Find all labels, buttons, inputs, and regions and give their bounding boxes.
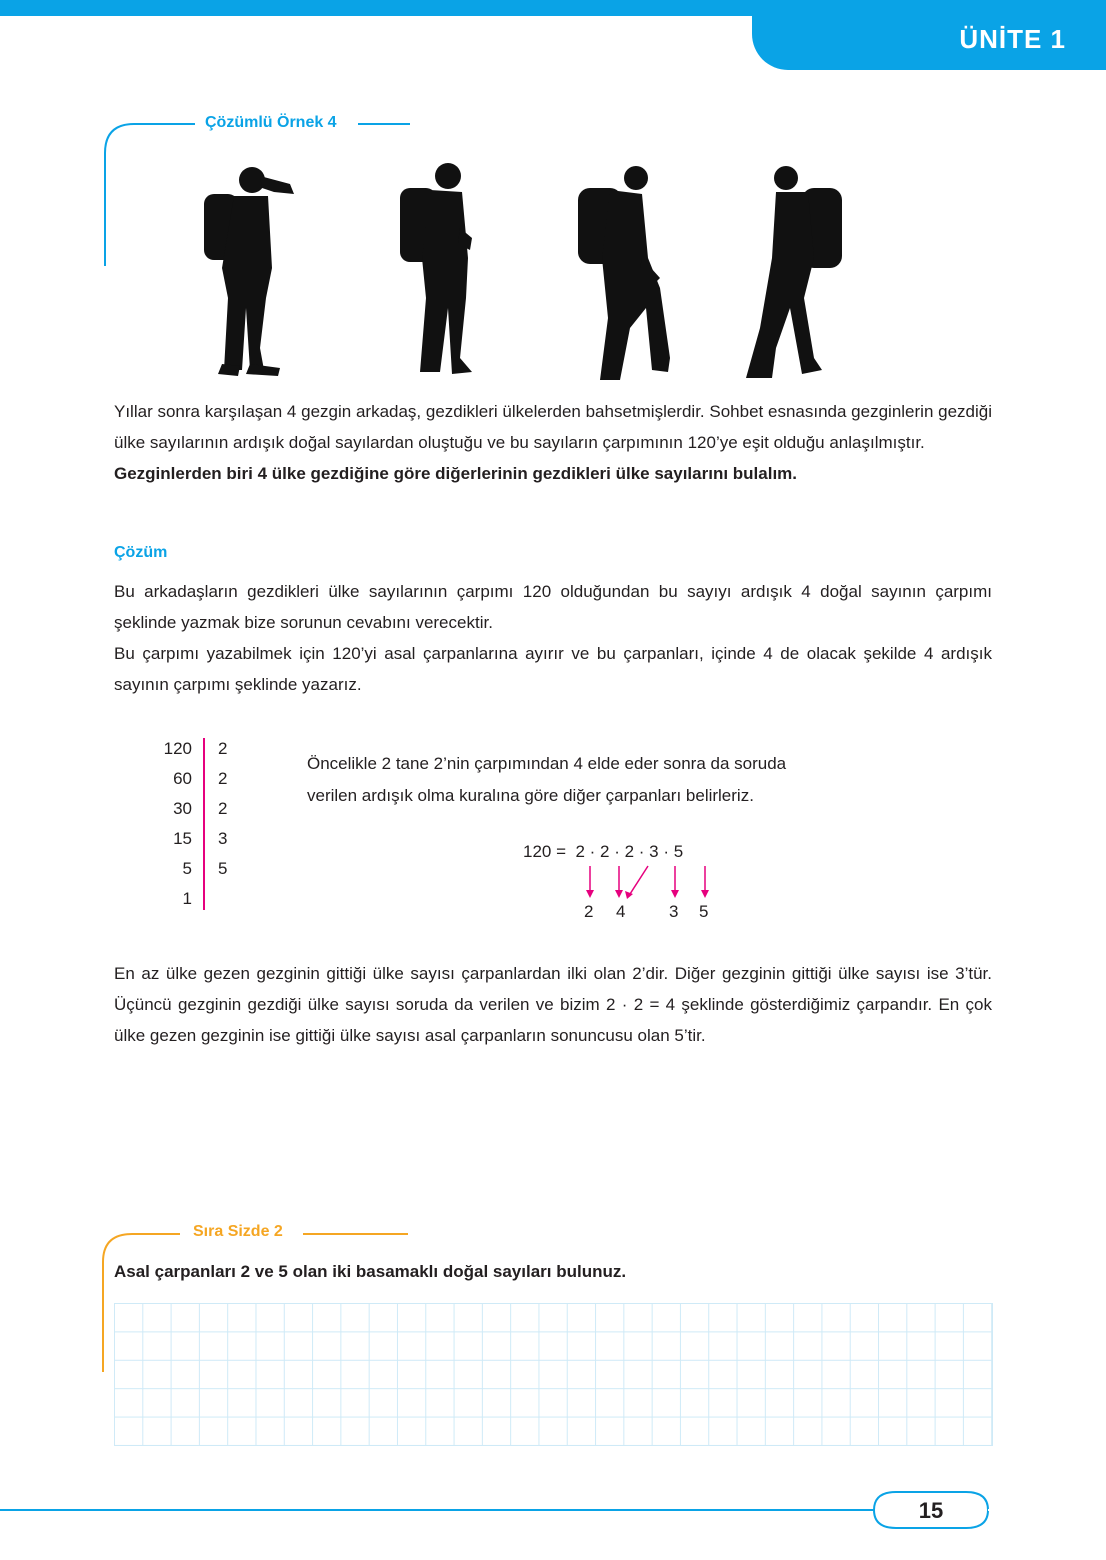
factor-left-item: 120 (163, 739, 192, 758)
explanation-line-1: Öncelikle 2 tane 2’nin çarpımından 4 elde eder sonra da soruda (307, 754, 787, 773)
solution-title: Çözüm (114, 544, 168, 561)
page-number: 15 (918, 1498, 944, 1523)
factor-right-item (218, 884, 248, 914)
factor-left-item: 60 (173, 769, 192, 788)
conclusion-paragraph: En az ülke gezen gezginin gittiği ülke sayısı çarpanlardan ilki olan 2’dir. Diğer gezginin gittiği ülke sayısı ise 3’tür. Üçüncü gezginin gezdiği ülke sayısı soruda da verilen ve bizim 2 · 2 = 4 şeklinde gösterdiğimiz çarpandır. En çok ülke gezen gezginin ise gittiği ülke sayısı asal çarpanların sonuncusu olan 5’tir. (114, 964, 992, 1045)
factor-right-item: 3 (218, 829, 228, 848)
factor-left-item: 15 (173, 829, 192, 848)
hiker-1-icon (204, 167, 294, 376)
factor-left-item: 1 (182, 889, 192, 908)
example-body (114, 396, 992, 489)
example-paragraph: Yıllar sonra karşılaşan 4 gezgin arkadaş, gezdikleri ülkelerden bahsetmişlerdir. Sohbet esnasında gezginlerin gezdiği ülke sayılarının ardışık doğal sayılardan oluştuğu ve bu sayıların çarpımının 120’ye eşit olduğu anlaşılmıştır. (114, 402, 992, 452)
equation: 120 = 2 · 2 · 2 · 3 · 5 (523, 842, 684, 861)
factor-left-column (150, 734, 192, 914)
factor-divider (203, 738, 205, 910)
answer-grid[interactable] (114, 1303, 993, 1446)
factor-right-item: 2 (218, 799, 228, 818)
solution-paragraph-2: Bu çarpımı yazabilmek için 120’yi asal çarpanlarına ayırır ve bu çarpanları, içinde 4 de olacak şekilde 4 ardışık sayının çarpımı şeklinde yazarız. (114, 644, 992, 694)
arrow-diagram (575, 862, 725, 904)
factor-right-item: 2 (218, 769, 228, 788)
example-title: Çözümlü Örnek 4 (205, 114, 337, 131)
arrow-3-icon (630, 866, 648, 894)
factor-right-item: 2 (218, 739, 228, 758)
exercise-question: Asal çarpanları 2 ve 5 olan iki basamaklı doğal sayıları bulunuz. (114, 1262, 627, 1281)
explanation-line-2: verilen ardışık olma kuralına göre diğer çarpanları belirleriz. (307, 786, 754, 805)
hiker-3-icon (578, 166, 670, 380)
unit-label: ÜNİTE 1 (959, 24, 1066, 54)
example-question: Gezginlerden biri 4 ülke gezdiğine göre diğerlerinin gezdikleri ülke sayılarını bulalım. (114, 464, 798, 483)
factor-right-item: 5 (218, 859, 228, 878)
factor-left-item: 5 (182, 859, 192, 878)
factor-left-item: 30 (173, 799, 192, 818)
result-1: 2 (584, 902, 594, 921)
result-4: 5 (699, 902, 709, 921)
result-3: 3 (669, 902, 679, 921)
factor-right-column (218, 734, 248, 914)
solution-paragraph-1: Bu arkadaşların gezdikleri ülke sayılarının çarpımı 120 olduğundan bu sayıyı ardışık 4 doğal sayının çarpımı şeklinde yazmak bize sorunun cevabını verecektir. (114, 582, 992, 632)
conclusion (114, 958, 992, 1051)
result-2: 4 (616, 902, 626, 921)
hiker-4-icon (746, 166, 842, 378)
hikers-illustration (190, 158, 870, 390)
solution-body (114, 576, 992, 700)
exercise-title: Sıra Sizde 2 (193, 1223, 283, 1240)
explanation (307, 748, 927, 812)
hiker-2-icon (400, 163, 472, 374)
